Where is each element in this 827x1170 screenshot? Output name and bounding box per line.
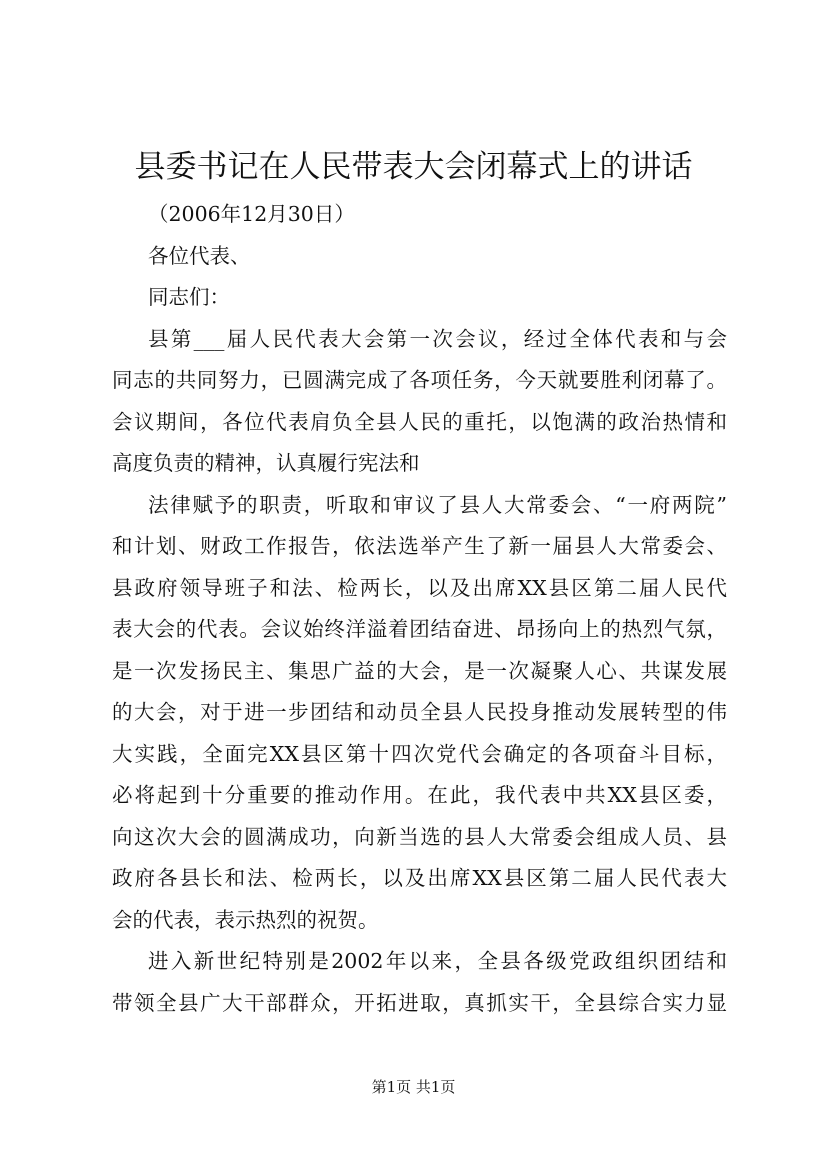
- paragraph-line: 向这次大会的圆满成功，向新当选的县人大常委会组成人员、县: [112, 824, 727, 849]
- salutation-line: 各位代表、: [148, 243, 251, 268]
- paragraph-line: 的大会，对于进一步团结和动员全县人民投身推动发展转型的伟: [112, 700, 727, 724]
- paragraph-line: 县第___届人民代表大会第一次会议，经过全体代表和与会: [148, 326, 727, 351]
- paragraph-line: 必将起到十分重要的推动作用。在此，我代表中共XX县区委，: [112, 783, 727, 807]
- document-title: 县委书记在人民带表大会闭幕式上的讲话: [134, 149, 693, 185]
- paragraph-line: 法律赋予的职责，听取和审议了县人大常委会、“一府两院”: [148, 492, 727, 517]
- paragraph-line: 会议期间，各位代表肩负全县人民的重托，以饱满的政治热情和: [112, 409, 727, 434]
- page-number-footer: 第1页 共1页: [371, 1078, 456, 1096]
- paragraph-line: 大实践，全面完XX县区第十四次党代会确定的各项奋斗目标，: [112, 741, 727, 766]
- paragraph-line: 进入新世纪特别是2002年以来，全县各级党政组织团结和: [148, 949, 727, 973]
- speech-date: （2006年12月30日）: [148, 202, 355, 226]
- paragraph-line: 是一次发扬民主、集思广益的大会，是一次凝聚人心、共谋发展: [112, 658, 727, 683]
- paragraph-line: 高度负责的精神，认真履行宪法和: [112, 451, 420, 475]
- document-body: [112, 194, 727, 1024]
- paragraph-line: 和计划、财政工作报告，依法选举产生了新一届县人大常委会、: [112, 534, 727, 558]
- paragraph-line: 表大会的代表。会议始终洋溢着团结奋进、昂扬向上的热烈气氛，: [112, 617, 727, 641]
- paragraph-line: 同志的共同努力，已圆满完成了各项任务，今天就要胜利闭幕了。: [112, 368, 727, 392]
- salutation-line: 同志们：: [148, 285, 230, 309]
- paragraph-line: 带领全县广大干部群众，开拓进取，真抓实干，全县综合实力显: [112, 990, 727, 1015]
- paragraph-line: 政府各县长和法、检两长，以及出席XX县区第二届人民代表大: [112, 866, 727, 890]
- paragraph-line: 会的代表，表示热烈的祝贺。: [112, 907, 379, 932]
- paragraph-line: 县政府领导班子和法、检两长，以及出席XX县区第二届人民代: [112, 575, 727, 600]
